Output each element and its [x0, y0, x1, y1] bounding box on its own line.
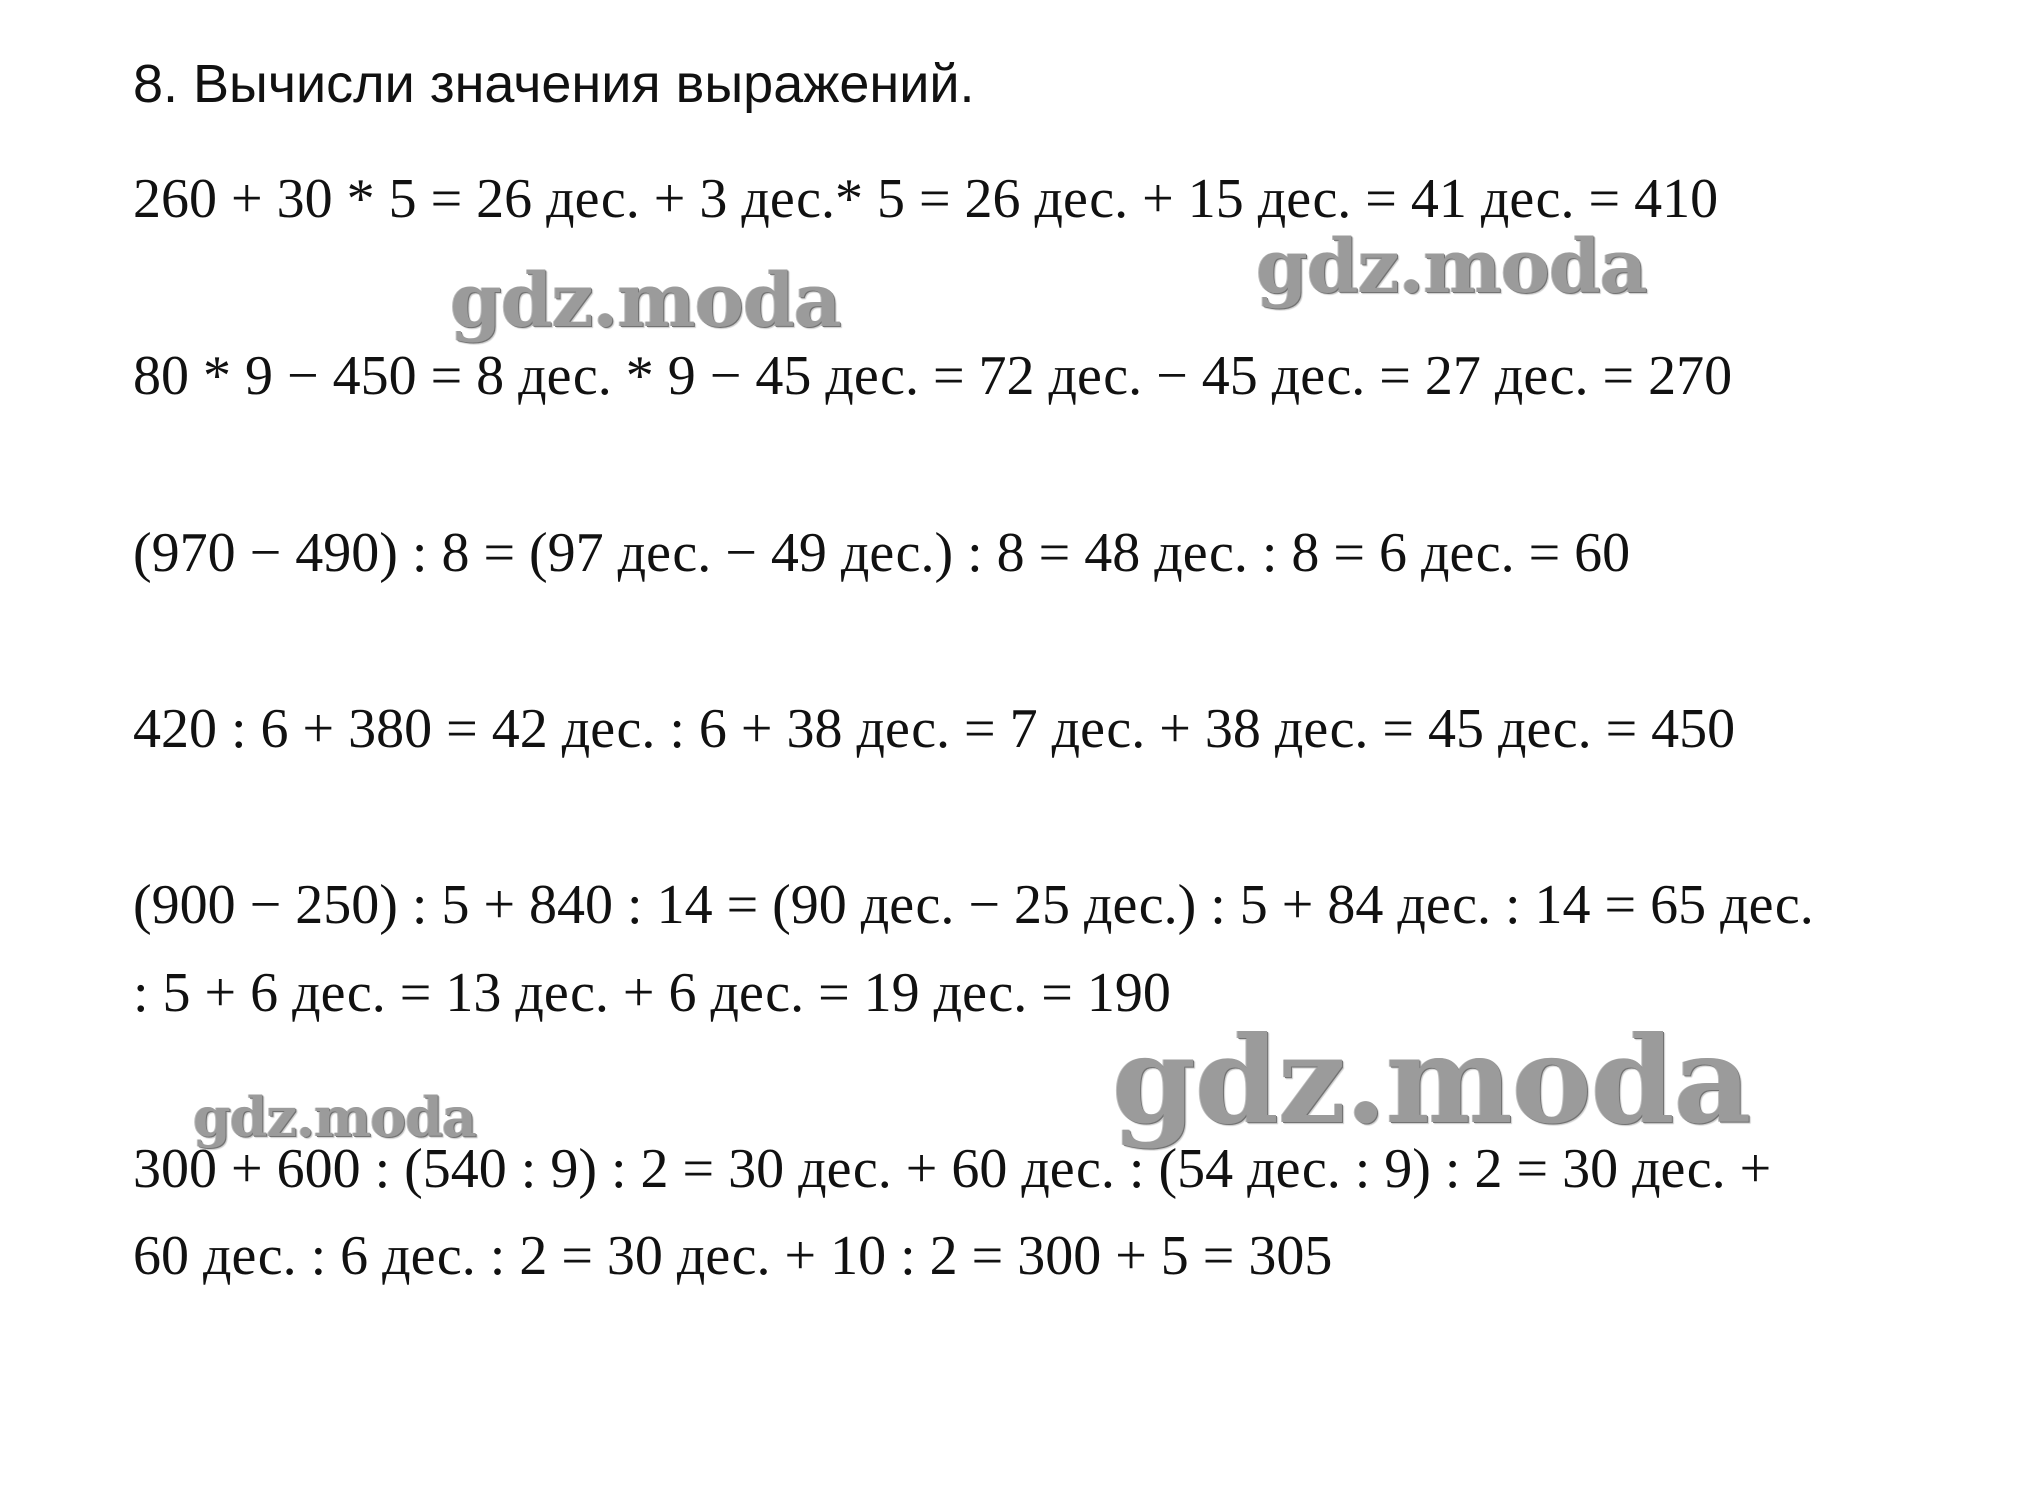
expression-line-2: 80 * 9 − 450 = 8 дес. * 9 − 45 дес. = 72 дес. − 45 дес. = 27 дес. = 270	[133, 345, 1733, 407]
expression-line-6b: 60 дес. : 6 дес. : 2 = 30 дес. + 10 : 2 = 300 + 5 = 305	[133, 1225, 1333, 1287]
expression-line-5b: : 5 + 6 дес. = 13 дес. + 6 дес. = 19 дес. = 190	[133, 962, 1171, 1024]
expression-line-5a: (900 − 250) : 5 + 840 : 14 = (90 дес. − 25 дес.) : 5 + 84 дес. : 14 = 65 дес.	[133, 874, 1814, 936]
expression-line-3: (970 − 490) : 8 = (97 дес. − 49 дес.) : 8 = 48 дес. : 8 = 6 дес. = 60	[133, 522, 1631, 584]
watermark-3: gdz.moda	[1112, 1010, 1751, 1151]
expression-line-4: 420 : 6 + 380 = 42 дес. : 6 + 38 дес. = 7 дес. + 38 дес. = 45 дес. = 450	[133, 698, 1736, 760]
watermark-2: gdz.moda	[1256, 224, 1647, 310]
expression-line-1: 260 + 30 * 5 = 26 дес. + 3 дес.* 5 = 26 дес. + 15 дес. = 41 дес. = 410	[133, 168, 1719, 230]
exercise-heading: 8. Вычисли значения выражений.	[133, 54, 975, 114]
expression-line-6a: 300 + 600 : (540 : 9) : 2 = 30 дес. + 60 дес. : (54 дес. : 9) : 2 = 30 дес. +	[133, 1138, 1772, 1200]
watermark-1: gdz.moda	[450, 258, 841, 344]
watermark-4: gdz.moda	[193, 1085, 476, 1149]
